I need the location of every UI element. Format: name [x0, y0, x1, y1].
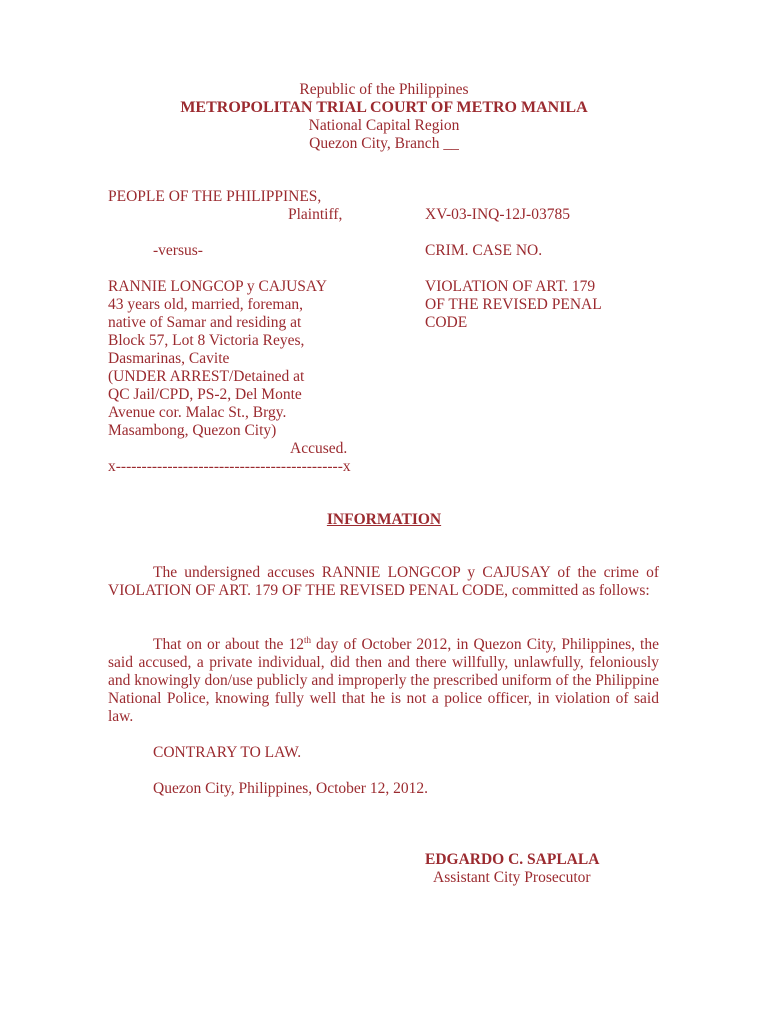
accused-detail-line: native of Samar and residing at [108, 314, 302, 331]
accused-name: RANNIE LONGCOP y CAJUSAY [108, 278, 327, 295]
contrary-to-law: CONTRARY TO LAW. [153, 744, 302, 761]
accused-detail-line: Masambong, Quezon City) [108, 422, 277, 439]
crim-case-label: CRIM. CASE NO. [425, 242, 543, 259]
accused-detail-line: 43 years old, married, foreman, [108, 296, 303, 313]
facts-text-start: That on or about the 12 [153, 636, 304, 653]
court-name: METROPOLITAN TRIAL COURT OF METRO MANILA [180, 99, 588, 116]
accused-block [108, 278, 327, 440]
facts-paragraph [108, 636, 659, 726]
accused-role: Accused. [290, 440, 348, 457]
caption-separator: x--------------------------------------------x [108, 458, 351, 475]
accusation-paragraph: The undersigned accuses RANNIE LONGCOP y CAJUSAY of the crime of VIOLATION OF ART. 179 OF THE REVISED PENAL CODE, committed as follows: [108, 564, 659, 599]
accused-detail-line: Dasmarinas, Cavite [108, 350, 230, 367]
accused-detail-line: Avenue cor. Malac St., Brgy. [108, 404, 287, 421]
document-title: INFORMATION [326, 511, 442, 528]
prosecutor-name: EDGARDO C. SAPLALA [425, 851, 600, 868]
docket-number: XV-03-INQ-12J-03785 [425, 206, 570, 223]
violation-line: CODE [425, 314, 468, 331]
accused-detail-line: QC Jail/CPD, PS-2, Del Monte [108, 386, 302, 403]
accused-detail-line: (UNDER ARREST/Detained at [108, 368, 305, 385]
prosecutor-title: Assistant City Prosecutor [433, 869, 591, 886]
versus-label: -versus- [153, 242, 203, 259]
violation-block [425, 278, 602, 332]
plaintiff-name: PEOPLE OF THE PHILIPPINES, [108, 188, 322, 205]
ordinal-suffix: th [303, 635, 311, 645]
region-heading: National Capital Region [308, 117, 460, 134]
republic-heading: Republic of the Philippines [299, 81, 469, 98]
violation-line: OF THE REVISED PENAL [425, 296, 602, 313]
violation-line: VIOLATION OF ART. 179 [425, 278, 596, 295]
accused-detail-line: Block 57, Lot 8 Victoria Reyes, [108, 332, 305, 349]
place-and-date: Quezon City, Philippines, October 12, 2012. [153, 780, 428, 797]
branch-heading: Quezon City, Branch __ [309, 135, 459, 152]
plaintiff-role: Plaintiff, [288, 206, 343, 223]
facts-text-rest: day of October 2012, in Quezon City, Philippines, the said accused, a private individual, did then and there willfully, unlawfully, feloniously and knowingly don/use publicly and improperly the prescribed uniform of the Philippine National Police, knowing fully well that he is not a police officer, in violation of said law. [108, 636, 659, 725]
